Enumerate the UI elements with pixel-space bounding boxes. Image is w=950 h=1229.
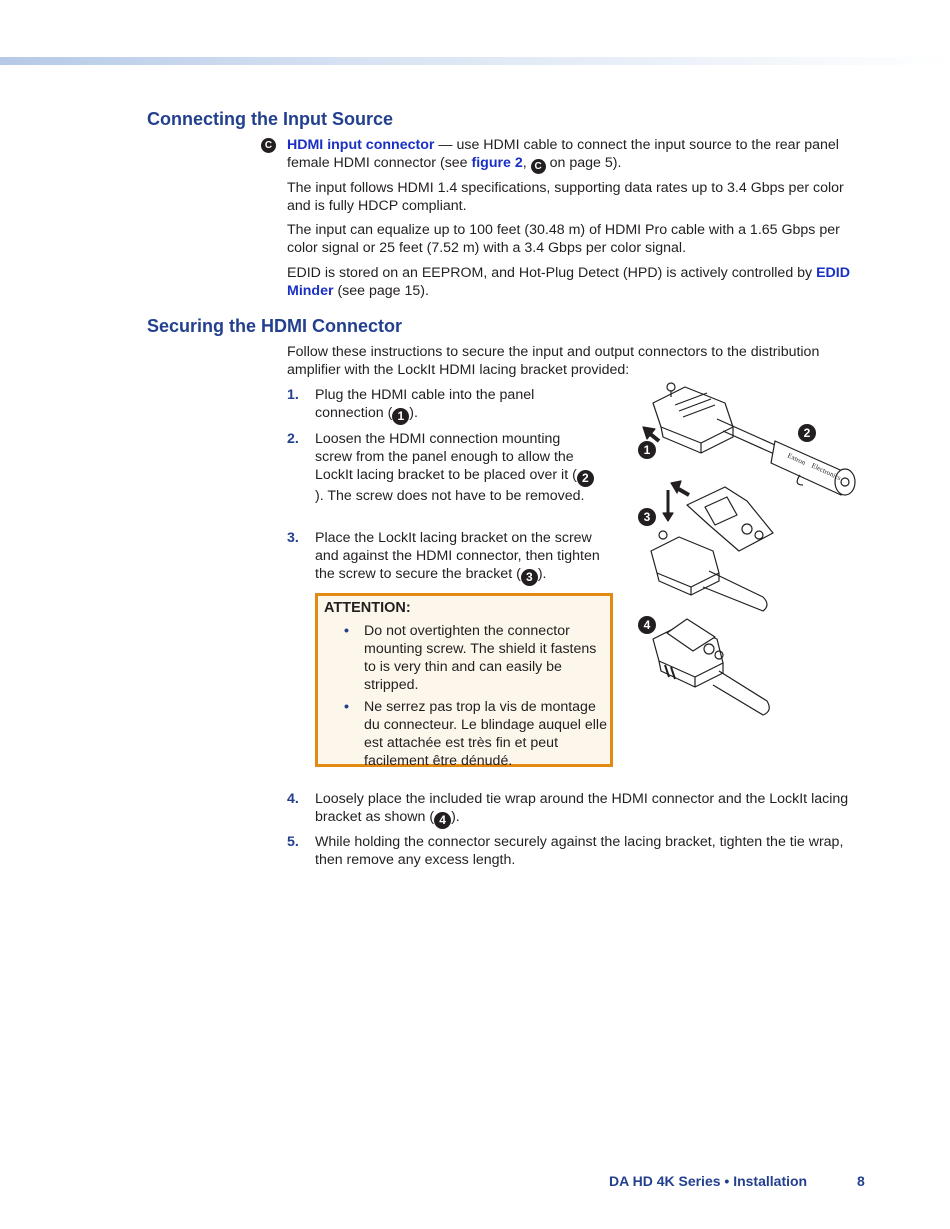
section-title-connecting-input: Connecting the Input Source [147, 109, 393, 129]
step-3-text-end: ). [537, 566, 547, 582]
hdmi-input-text: — use HDMI cable to connect the input source to the rear panel female HDMI connector (see [287, 137, 839, 171]
hdmi-input-connector-link[interactable]: HDMI input connector [287, 137, 435, 153]
hdmi-connector-step1-illustration [653, 383, 781, 457]
page-ref-text: on page 5). [545, 155, 622, 171]
step-4-callout: 4 [434, 812, 451, 829]
hdmi-input-paragraph [287, 136, 857, 174]
footer-title: DA HD 4K Series • Installation [609, 1173, 808, 1189]
figure-2-link[interactable]: figure 2 [471, 155, 523, 171]
attention-bullet-item [344, 698, 609, 770]
step-1-text: Plug the HDMI cable into the panel connection ( [315, 387, 535, 421]
bracket-brand-text-2: Electronics [810, 461, 843, 483]
securing-intro-paragraph: Follow these instructions to secure the input and output connectors to the distribution amplifier with the LockIt HDMI lacing bracket provided: [287, 344, 820, 378]
step-number: 2. [287, 431, 299, 447]
footer-page-number: 8 [857, 1173, 865, 1189]
attention-bullet-text: Do not overtighten the connector mounting screw. The shield it fastens to is very thin and can easily be stripped. [364, 623, 597, 693]
attention-bullet-item [344, 622, 609, 694]
step-3-text: Place the LockIt lacing bracket on the screw and against the HDMI connector, then tighten the screw to secure the bracket ( [315, 530, 600, 582]
step-text [315, 790, 860, 829]
step-number: 3. [287, 530, 299, 546]
step-number: 1. [287, 387, 299, 403]
step-2-text: Loosen the HDMI connection mounting screw from the panel enough to allow the LockIt lacing bracket to be placed over it ( [315, 431, 577, 483]
callout-c-marker: C [261, 138, 276, 153]
hdmi-spec-paragraph: The input follows HDMI 1.4 specifications, supporting data rates up to 3.4 Gbps per color and is fully HDCP compliant. [287, 180, 844, 214]
step-number: 4. [287, 791, 299, 807]
hdmi-lockit-installation-figure [635, 375, 870, 725]
bracket-step3-illustration [687, 487, 773, 551]
step-4-text: Loosely place the included tie wrap around the HDMI connector and the LockIt lacing bracket as shown ( [315, 791, 849, 825]
hdmi-assembly-step4-illustration [653, 619, 769, 715]
figure-callout-2: 2 [803, 426, 811, 440]
attention-heading: ATTENTION: [324, 600, 411, 616]
edid-text: EDID is stored on an EEPROM, and Hot-Plug Detect (HPD) is actively controlled by [287, 265, 817, 281]
edid-paragraph [287, 264, 857, 300]
edid-page-ref: (see page 15). [333, 283, 429, 299]
bullet-icon: • [344, 623, 349, 639]
top-gradient-bar [0, 57, 950, 65]
figure-callout-1: 1 [643, 443, 651, 457]
separator-text: , [522, 155, 531, 171]
step-3-callout: 3 [521, 569, 538, 586]
edid-minder-link[interactable]: EDID Minder [287, 265, 850, 299]
step-1-callout: 1 [392, 408, 409, 425]
step-number: 5. [287, 834, 299, 850]
figure-callout-3: 3 [643, 510, 651, 524]
step-1-text-end: ). [409, 405, 418, 421]
step-2-text-end: ). The screw does not have to be removed. [315, 488, 585, 504]
step-text [315, 529, 615, 586]
equalize-paragraph: The input can equalize up to 100 feet (30.48 m) of HDMI Pro cable with a 1.65 Gbps per color signal or 25 feet (7.52 m) with a 3.4 Gbps per color signal. [287, 222, 840, 256]
bracket-brand-text: Extron [786, 451, 807, 467]
step-text [315, 430, 600, 505]
callout-c-inline: C [531, 159, 546, 174]
figure-callout-4: 4 [643, 618, 651, 632]
step-text: While holding the connector securely against the lacing bracket, tighten the tie wrap, then remove any excess length. [315, 834, 844, 868]
bullet-icon: • [344, 699, 349, 715]
step-4-text-end: ). [451, 809, 460, 825]
attention-box [315, 593, 613, 767]
attention-bullet-text: Ne serrez pas trop la vis de montage du connecteur. Le blindage auquel elle est attachée est très fin et peut facilement être dénudé. [364, 699, 607, 769]
step-text [315, 386, 600, 425]
section-title-securing-hdmi: Securing the HDMI Connector [147, 316, 403, 336]
step-2-callout: 2 [577, 470, 594, 487]
